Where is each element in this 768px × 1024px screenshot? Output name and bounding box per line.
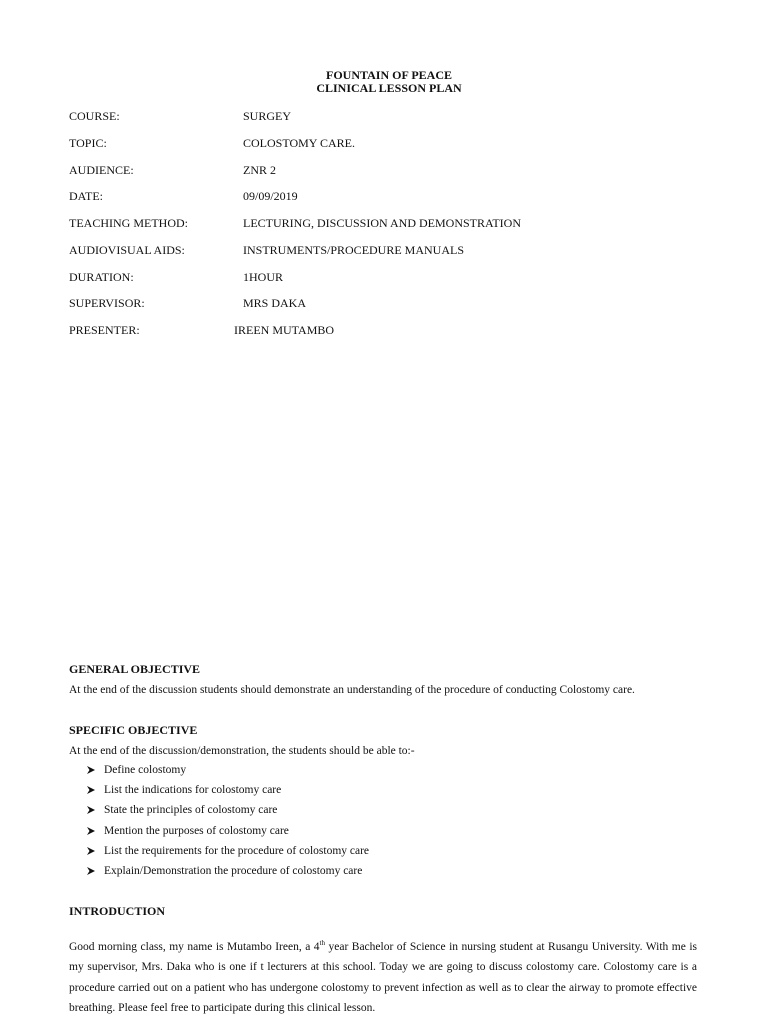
- field-label: COURSE:: [69, 109, 120, 123]
- list-item-text: List the requirements for the procedure of colostomy care: [104, 844, 370, 857]
- list-item: [86, 844, 369, 864]
- arrow-bullet-icon: [86, 785, 96, 795]
- list-item: [86, 864, 369, 884]
- field-value: ZNR 2: [243, 163, 276, 177]
- field-value: IREEN MUTAMBO: [234, 323, 335, 337]
- arrow-bullet-icon: [86, 866, 96, 876]
- document-header: [0, 69, 768, 95]
- field-value: INSTRUMENTS/PROCEDURE MANUALS: [243, 243, 465, 257]
- field-label: DURATION:: [69, 270, 134, 284]
- field-label: PRESENTER:: [69, 323, 140, 337]
- list-item: [86, 783, 369, 803]
- field-label: TOPIC:: [69, 136, 107, 150]
- introduction-heading: INTRODUCTION: [69, 904, 166, 918]
- arrow-bullet-icon: [86, 846, 96, 856]
- ordinal-suffix: th: [319, 939, 325, 948]
- field-value: 1HOUR: [243, 270, 284, 284]
- list-item: [86, 803, 369, 823]
- field-value: MRS DAKA: [243, 296, 307, 310]
- field-value: LECTURING, DISCUSSION AND DEMONSTRATION: [243, 216, 522, 230]
- objective-list: [86, 763, 369, 884]
- arrow-bullet-icon: [86, 765, 96, 775]
- field-label: AUDIOVISUAL AIDS:: [69, 243, 185, 257]
- list-item: [86, 763, 369, 783]
- field-value: 09/09/2019: [243, 189, 298, 203]
- introduction-text-start: Good morning class, my name is Mutambo Ireen, a 4: [69, 941, 320, 953]
- arrow-bullet-icon: [86, 826, 96, 836]
- organization-name: FOUNTAIN OF PEACE: [326, 68, 452, 82]
- arrow-bullet-icon: [86, 805, 96, 815]
- general-objective-text: At the end of the discussion students should demonstrate an understanding of the procedure of conducting Colostomy care.: [69, 684, 635, 696]
- general-objective-heading: GENERAL OBJECTIVE: [69, 662, 201, 676]
- specific-objective-heading: SPECIFIC OBJECTIVE: [69, 723, 198, 737]
- list-item-text: State the principles of colostomy care: [104, 804, 278, 817]
- list-item-text: Explain/Demonstration the procedure of colostomy care: [104, 864, 363, 877]
- field-label: SUPERVISOR:: [69, 296, 145, 310]
- specific-objective-intro: At the end of the discussion/demonstration, the students should be able to:-: [69, 745, 415, 757]
- list-item-text: Mention the purposes of colostomy care: [104, 824, 289, 837]
- field-label: AUDIENCE:: [69, 163, 134, 177]
- introduction-text: [69, 937, 697, 1018]
- list-item-text: Define colostomy: [104, 764, 187, 776]
- field-label: DATE:: [69, 189, 103, 203]
- field-label: TEACHING METHOD:: [69, 216, 188, 230]
- list-item-text: List the indications for colostomy care: [104, 784, 282, 797]
- document-title: CLINICAL LESSON PLAN: [316, 81, 462, 95]
- field-value: COLOSTOMY CARE.: [243, 136, 356, 150]
- introduction-text-rest: year Bachelor of Science in nursing student at Rusangu University. With me is my supervisor, Mrs. Daka who is one if t lecturers at this school. Today we are going to discuss colostomy care. Colostomy care is a procedure carried out on a patient who has undergone colostomy to prevent infection as well as to clear the airway to promote effective breathing. Please feel free to participate during this clinical lesson.: [69, 941, 697, 1014]
- list-item: [86, 824, 369, 844]
- field-value: SURGEY: [243, 109, 292, 123]
